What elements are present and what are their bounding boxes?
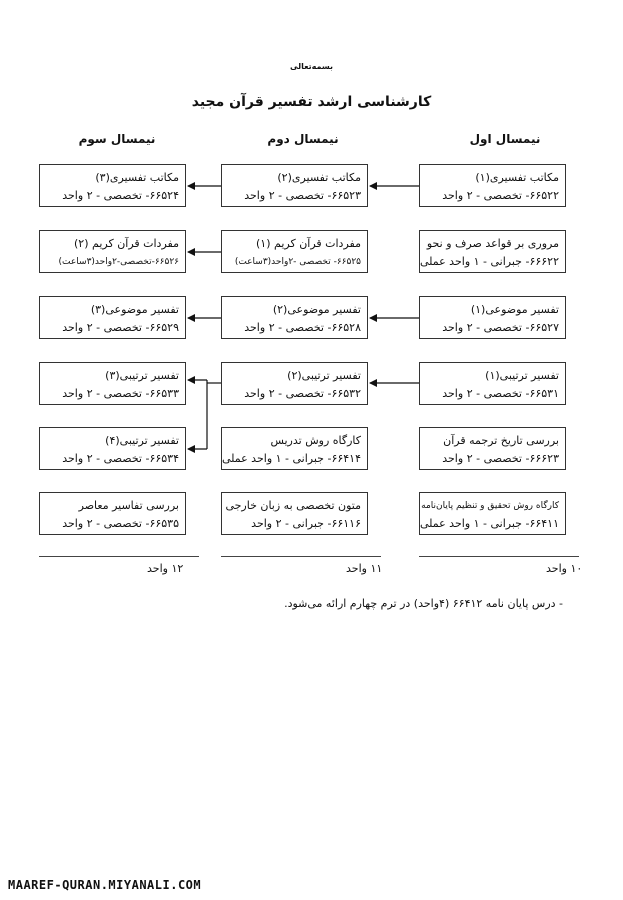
header-basmala: بسمه‌تعالی [290, 62, 333, 71]
site-footer: MAAREF-QURAN.MIYANALI.COM [8, 878, 202, 892]
course-detail: ۶۶۴۱۴- جبرانی - ۱ واحد عملی [221, 452, 361, 465]
total-rule [221, 556, 381, 557]
course-name: تفسیر ترتیبی(۱) [485, 369, 559, 382]
course-name: تفسیر موضوعی(۲) [272, 303, 361, 316]
course-name: بررسی تاریخ ترجمه قرآن [443, 434, 559, 447]
course-name: مکاتب تفسیری(۳) [95, 171, 179, 184]
course-detail: ۶۶۵۲۵- تخصصی -۲واحد(۳ساعت) [234, 257, 361, 267]
course-detail: ۶۶۴۱۱- جبرانی - ۱ واحد عملی [419, 517, 559, 530]
course-detail: ۶۶۵۲۷- تخصصی - ۲ واحد [442, 321, 559, 334]
course-name: کارگاه روش تدریس [270, 434, 361, 447]
course-name: مفردات قرآن کریم (۲) [74, 237, 179, 250]
page-title: کارشناسی ارشد تفسیر قرآن مجید [191, 94, 432, 110]
course-name: مکاتب تفسیری(۱) [475, 171, 559, 184]
course-detail: ۶۶۵۳۳- تخصصی - ۲ واحد [62, 387, 179, 400]
course-name: تفسیر ترتیبی(۳) [105, 369, 179, 382]
course-name: بررسی تفاسیر معاصر [78, 499, 179, 512]
course-detail: ۶۶۵۳۵- تخصصی - ۲ واحد [62, 517, 179, 530]
column-heading-3: نیمسال سوم [78, 132, 156, 146]
column-heading-2: نیمسال دوم [267, 132, 339, 146]
course-detail: ۶۶۶۲۲- جبرانی - ۱ واحد عملی [419, 255, 559, 268]
course-detail: ۶۶۱۱۶- جبرانی - ۲ واحد [251, 517, 361, 530]
total-units-1: ۱۰ واحد [546, 562, 583, 575]
course-name: متون تخصصی به زبان خارجی [225, 499, 361, 512]
course-name: مکاتب تفسیری(۲) [277, 171, 361, 184]
course-detail: ۶۶۵۲۳- تخصصی - ۲ واحد [244, 189, 361, 202]
course-name: تفسیر موضوعی(۱) [470, 303, 559, 316]
course-name: تفسیر ترتیبی(۴) [105, 434, 179, 447]
course-detail: ۶۶۵۲۴- تخصصی - ۲ واحد [62, 189, 179, 202]
course-name: مروری بر قواعد صرف و نحو [426, 237, 559, 250]
thesis-note: - درس پایان نامه ۶۶۴۱۲ (۴واحد) در ترم چهارم ارائه می‌شود. [284, 597, 563, 610]
total-units-3: ۱۲ واحد [147, 562, 184, 575]
course-name: تفسیر ترتیبی(۲) [287, 369, 361, 382]
course-name: تفسیر موضوعی(۳) [90, 303, 179, 316]
course-detail: ۶۶۵۲۲- تخصصی - ۲ واحد [442, 189, 559, 202]
course-detail: ۶۶۵۳۱- تخصصی - ۲ واحد [442, 387, 559, 400]
course-name: مفردات قرآن کریم (۱) [256, 237, 361, 250]
course-detail: ۶۶۵۲۸- تخصصی - ۲ واحد [244, 321, 361, 334]
course-detail: ۶۶۵۳۴- تخصصی - ۲ واحد [62, 452, 179, 465]
total-rule [419, 556, 579, 557]
course-name: کارگاه روش تحقیق و تنظیم پایان‌نامه [421, 501, 559, 511]
column-heading-1: نیمسال اول [469, 132, 541, 146]
course-detail: ۶۶۵۲۹- تخصصی - ۲ واحد [62, 321, 179, 334]
total-rule [39, 556, 199, 557]
total-units-2: ۱۱ واحد [346, 562, 383, 575]
course-detail: ۶۶۶۲۳- تخصصی - ۲ واحد [442, 452, 559, 465]
course-detail: ۶۶۵۲۶-تخصصی-۲واحد(۳ساعت) [58, 257, 179, 267]
course-detail: ۶۶۵۳۲- تخصصی - ۲ واحد [244, 387, 361, 400]
